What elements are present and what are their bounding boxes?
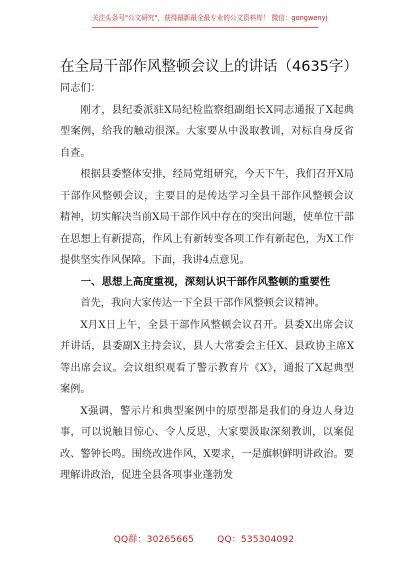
- footer-qq-number: QQ：535304092: [217, 535, 295, 545]
- paragraph-2: 根据县委整体安排，经局党组研究，今天下午，我们召开X局干部作风整顿会议，主要目的是传达学习全县干部作风整顿会议精神，切实解决当前X局干部作风中存在的突出问题，使单位干部在思想上有新提高，作风上有新转变各项工作有新起色，为X工作提供坚实作风保障。下面，我讲4点意见。: [60, 169, 354, 266]
- header-banner: 关注头条号"公文研究"，获得最新最全最专业的公文资料库！ 微信：gongwenyj: [92, 14, 328, 22]
- document-title: 在全局干部作风整顿会议上的讲话（4635字）: [60, 59, 358, 75]
- paragraph-5: X强调，警示片和典型案例中的原型都是我们的身边人身边事，可以说触目惊心、令人反思，大家要汲取深刻教训，以案促改、警钟长鸣。围绕改进作风，X要求，一是旗帜鲜明讲政治。要理解讲政治，促进全县各项事业蓬勃发: [60, 405, 354, 481]
- document-body: [60, 78, 354, 487]
- paragraph-1: 刚才，县纪委派驻X局纪检监察组副组长X同志通报了X起典型案例，给我的触动很深。大家要从中汲取教训，对标自身反省自查。: [60, 104, 354, 159]
- paragraph-3: 首先，我向大家传达一下全县干部作风整顿会议精神。: [80, 298, 325, 309]
- footer-qq-group: QQ群：30265665: [113, 535, 195, 545]
- footer-contact: [0, 532, 408, 545]
- header-divider: [92, 27, 318, 28]
- paragraph-4: X月X日上午，全县干部作风整顿会议召开。县委X出席会议并讲话，县委副X主持会议，县人大常委会主任X、县政协主席X等出席会议。会议组织观看了警示教育片《X》，通报了X起典型案例。: [60, 319, 354, 395]
- section-heading: 一、思想上高度重视，深刻认识干部作风整顿的重要性: [80, 275, 331, 288]
- salutation: 同志们：: [60, 83, 101, 94]
